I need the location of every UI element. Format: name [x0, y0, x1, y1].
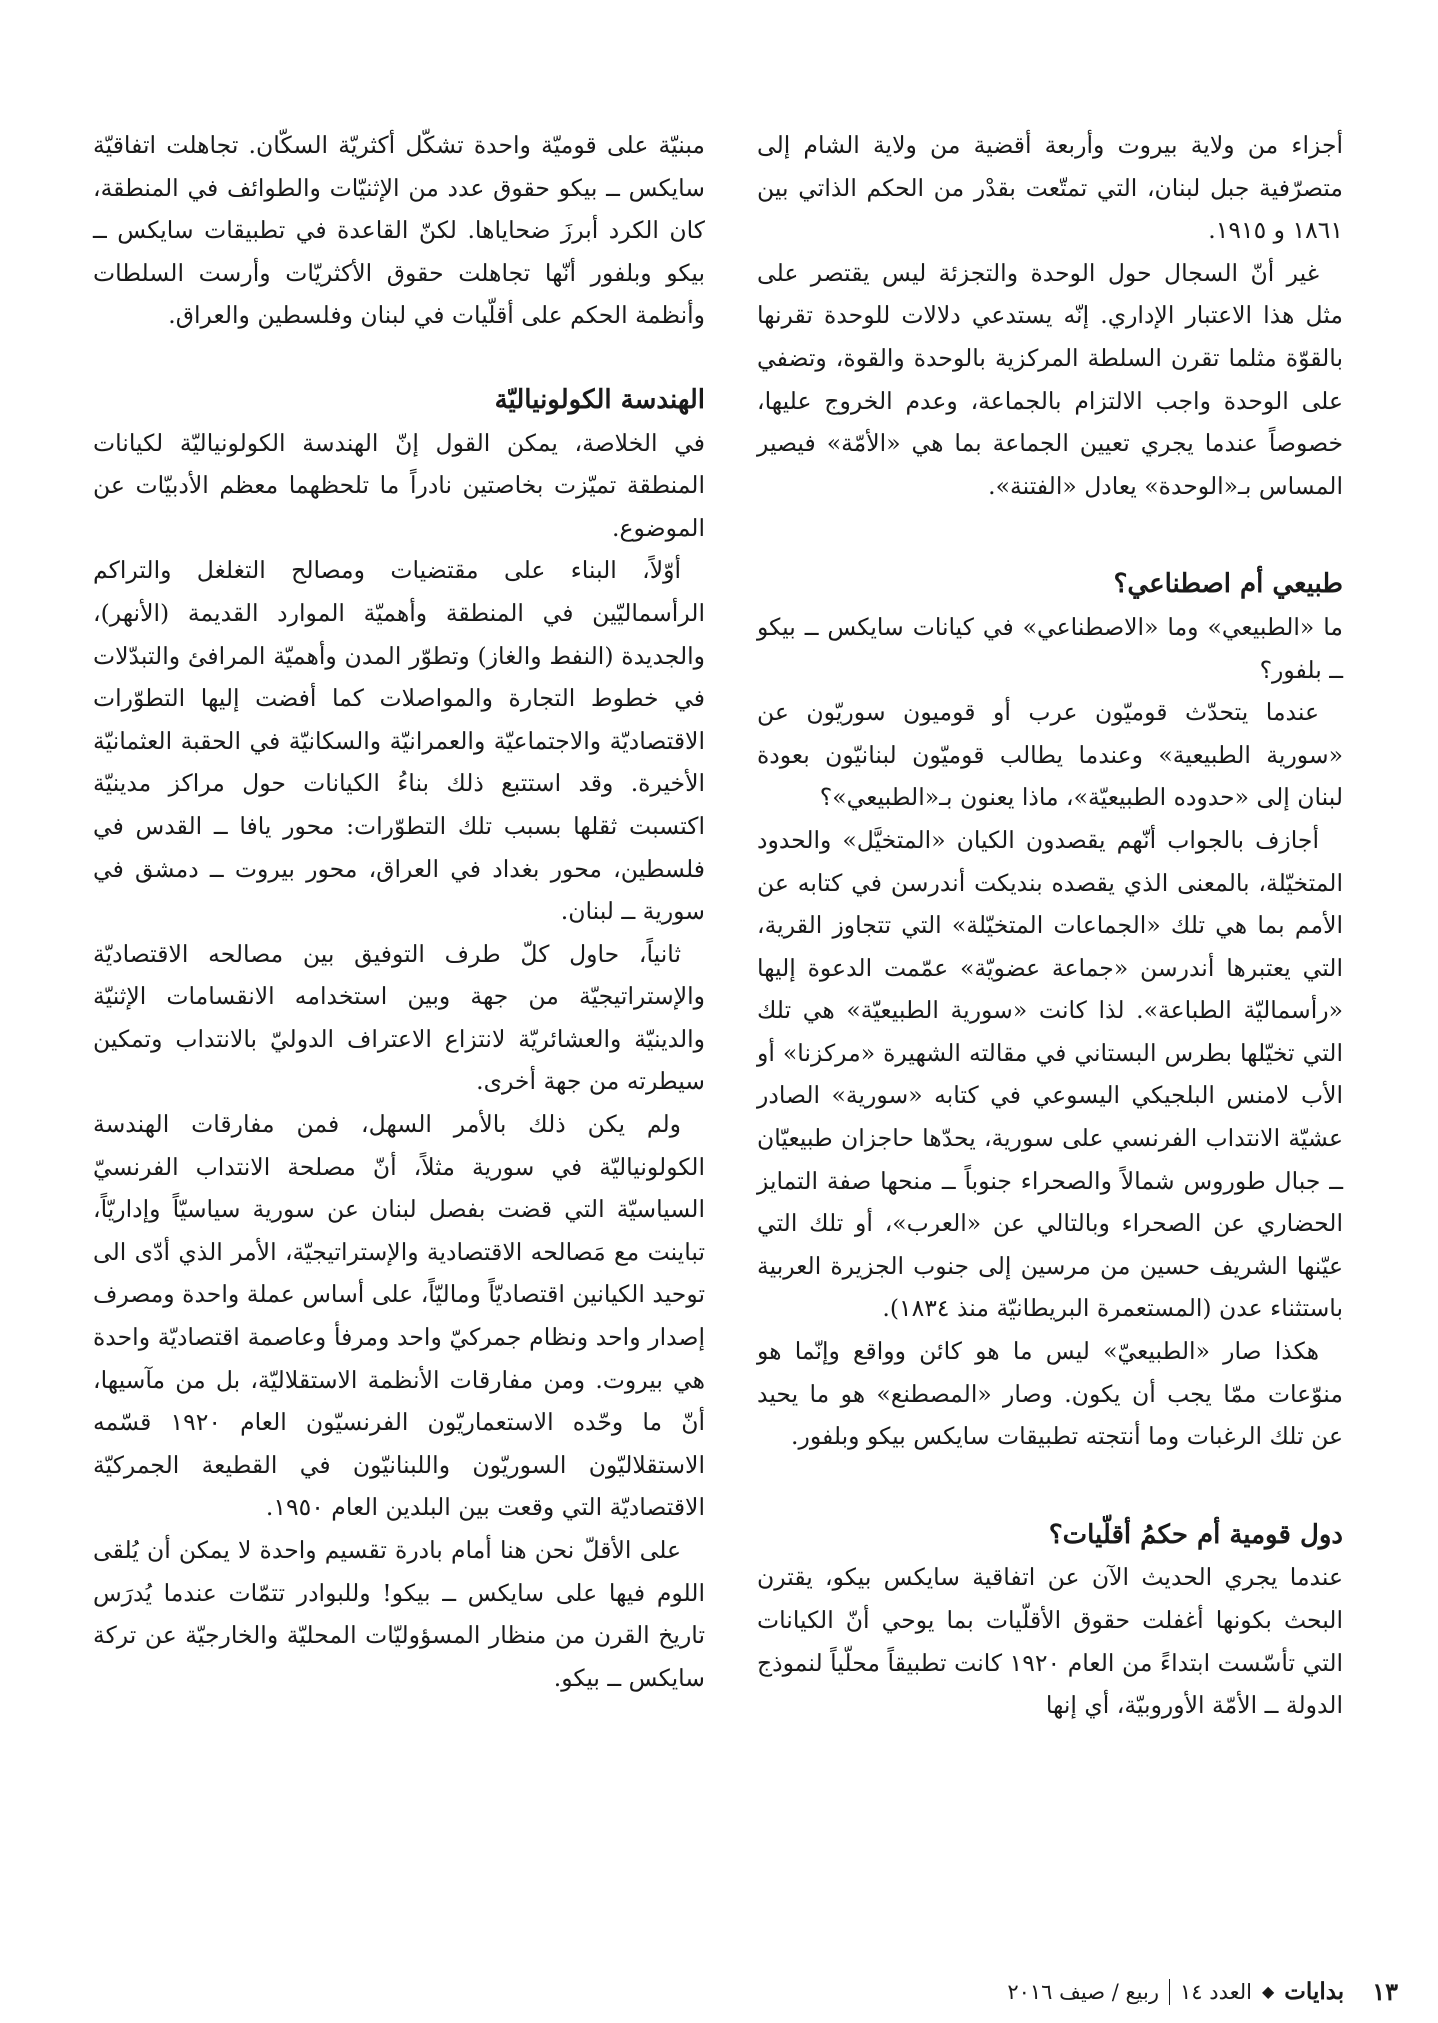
paragraph: أجزاء من ولاية بيروت وأربعة أقضية من ولاية الشام إلى متصرّفية جبل لبنان، التي تمتّعت بقدْر من الحكم الذاتي بين ١٨٦١ و ١٩١٥. — [757, 131, 1343, 245]
paragraph: ثانياً، حاول كلّ طرف التوفيق بين مصالحه الاقتصاديّة والإستراتيجيّة من جهة وبين استخدامه الانقسامات الإثنيّة والدينيّة والعشائريّة لانتزاع الاعتراف الدوليّ بالانتداب وتمكين سيطرته من جهة أخرى. — [93, 939, 705, 1096]
paragraph: عندما يجري الحديث الآن عن اتفاقية سايكس بيكو، يقترن البحث بكونها أغفلت حقوق الأقلّيات بما يوحي أنّ الكيانات التي تأسّست ابتداءً من العام ١٩٢٠ كانت تطبيقاً محلّياً لنموذج الدولة ــ الأمّة الأوروبيّة، أي إنها — [757, 1563, 1344, 1720]
paragraph: ولم يكن ذلك بالأمر السهل، فمن مفارقات الهندسة الكولونياليّة في سورية مثلاً، أنّ مصلحة الانتداب الفرنسيّ السياسيّة التي قضت بفصل لبنان عن سورية سياسيّاً وإداريّاً، تباينت مع مَصالحه الاقتصادية والإستراتيجيّة، الأمر الذي أدّى الى توحيد الكيانين اقتصاديّاً وماليّاً، على أساس عملة واحدة ومصرف إصدار واحد ونظام جمركيّ واحد ومرفأ وعاصمة اقتصاديّة واحدة هي بيروت. ومن مفارقات الأنظمة الاستقلاليّة، بل من مآسيها، أنّ ما وحّده الاستعماريّون الفرنسيّون العام ١٩٢٠ قسّمه الاستقلاليّون السوريّون واللبنانيّون في القطيعة الجمركيّة الاقتصاديّة التي وقعت بين البلدين العام ١٩٥٠. — [93, 1110, 705, 1522]
section-heading: الهندسة الكولونياليّة — [494, 384, 705, 415]
right-column — [757, 124, 1343, 1727]
section-heading: دول قومية أم حكمُ أقلّيات؟ — [1048, 1519, 1343, 1550]
magazine-name: بدايات — [1284, 1978, 1345, 2005]
issue-number: العدد ١٤ — [1179, 1979, 1252, 2004]
left-column — [93, 124, 705, 1699]
paragraph: عندما يتحدّث قوميّون عرب أو قوميون سوريّون عن «سورية الطبيعية» وعندما يطالب قوميّون لبنانيّون بعودة لبنان إلى «حدوده الطبيعيّة»، ماذا يعنون بـ«الطبيعي»؟ — [757, 698, 1343, 812]
paragraph: أجازف بالجواب أنّهم يقصدون الكيان «المتخيَّل» والحدود المتخيّلة، بالمعنى الذي يقصده بنديكت أندرسن في كتابه عن الأمم بما هي تلك «الجماعات المتخيّلة» التي تتجاوز القرية، التي يعتبرها أندرسن «جماعة عضويّة» عمّمت الدعوة إليها «رأسماليّة الطباعة». لذا كانت «سورية الطبيعيّة» هي تلك التي تخيّلها بطرس البستاني في مقالته الشهيرة «مركزنا» أو الأب لامنس البلجيكي اليسوعي في كتابه «سورية» الصادر عشيّة الانتداب الفرنسي على سورية، يحدّها حاجزان طبيعيّان ــ جبال طوروس شمالاً والصحراء جنوباً ــ منحها صفة التمايز الحضاري عن الصحراء وبالتالي عن «العرب»، أو تلك التي عيّنها الشريف حسين من مرسين إلى جنوب الجزيرة العربية باستثناء عدن (المستعمرة البريطانيّة منذ ١٨٣٤). — [757, 825, 1343, 1323]
diamond-icon: ◆ — [1261, 1982, 1275, 2001]
page-footer — [1007, 1977, 1398, 2006]
paragraph: على الأقلّ نحن هنا أمام بادرة تقسيم واحدة لا يمكن أن يُلقى اللوم فيها على سايكس ــ بيكو! وللبوادر تتمّات عندما يُدرَس تاريخ القرن من منظار المسؤوليّات المحليّة والخارجيّة عن تركة سايكس ــ بيكو. — [93, 1536, 705, 1692]
paragraph: غير أنّ السجال حول الوحدة والتجزئة ليس يقتصر على مثل هذا الاعتبار الإداري. إنّه يستدعي دلالات للوحدة تقرنها بالقوّة مثلما تقرن السلطة المركزية بالوحدة والقوة، وتضفي على الوحدة واجب الالتزام بالجماعة، وعدم الخروج عليها، خصوصاً عندما يجري تعيين الجماعة بما هي «الأمّة» فيصير المساس بـ«الوحدة» يعادل «الفتنة». — [757, 258, 1343, 500]
paragraph: في الخلاصة، يمكن القول إنّ الهندسة الكولونياليّة لكيانات المنطقة تميّزت بخاصتين نادراً ما تلحظهما معظم الأدبيّات عن الموضوع. — [93, 428, 705, 542]
paragraph: أوّلاً، البناء على مقتضيات ومصالح التغلغل والتراكم الرأسماليّين في المنطقة وأهميّة الموارد القديمة (الأنهر)، والجديدة (النفط والغاز) وتطوّر المدن وأهميّة المرافئ والتبدّلات في خطوط التجارة والمواصلات كما أفضت إليها التطوّرات الاقتصاديّة والاجتماعيّة والعمرانيّة والسكانيّة في الحقبة العثمانيّة الأخيرة. وقد استتبع ذلك بناءُ الكيانات حول مراكز مدينيّة اكتسبت ثقلها بسبب تلك التطوّرات: محور يافا ــ القدس في فلسطين، محور بغداد في العراق، محور بيروت ــ دمشق في سورية ــ لبنان. — [93, 556, 705, 926]
issue-season: ربيع / صيف ٢٠١٦ — [1007, 1979, 1159, 2004]
section-heading: طبيعي أم اصطناعي؟ — [1113, 569, 1343, 600]
divider — [1169, 1979, 1170, 2005]
paragraph: ما «الطبيعي» وما «الاصطناعي» في كيانات سايكس ــ بيكو ــ بلفور؟ — [757, 612, 1343, 684]
paragraph: مبنيّة على قوميّة واحدة تشكّل أكثريّة السكّان. تجاهلت اتفاقيّة سايكس ــ بيكو حقوق عدد من الإثنيّات والطوائف في المنطقة، كان الكرد أبرزَ ضحاياها. لكنّ القاعدة في تطبيقات سايكس ــ بيكو وبلفور أنّها تجاهلت حقوق الأكثريّات وأرست السلطات وأنظمة الحكم على أقلّيات في لبنان وفلسطين والعراق. — [93, 131, 705, 330]
paragraph: هكذا صار «الطبيعيّ» ليس ما هو كائن وواقع وإنّما هو منوّعات ممّا يجب أن يكون. وصار «المصطنع» هو ما يحيد عن تلك الرغبات وما أنتجته تطبيقات سايكس بيكو وبلفور. — [757, 1337, 1343, 1451]
page-number: ١٣ — [1372, 1977, 1398, 2006]
